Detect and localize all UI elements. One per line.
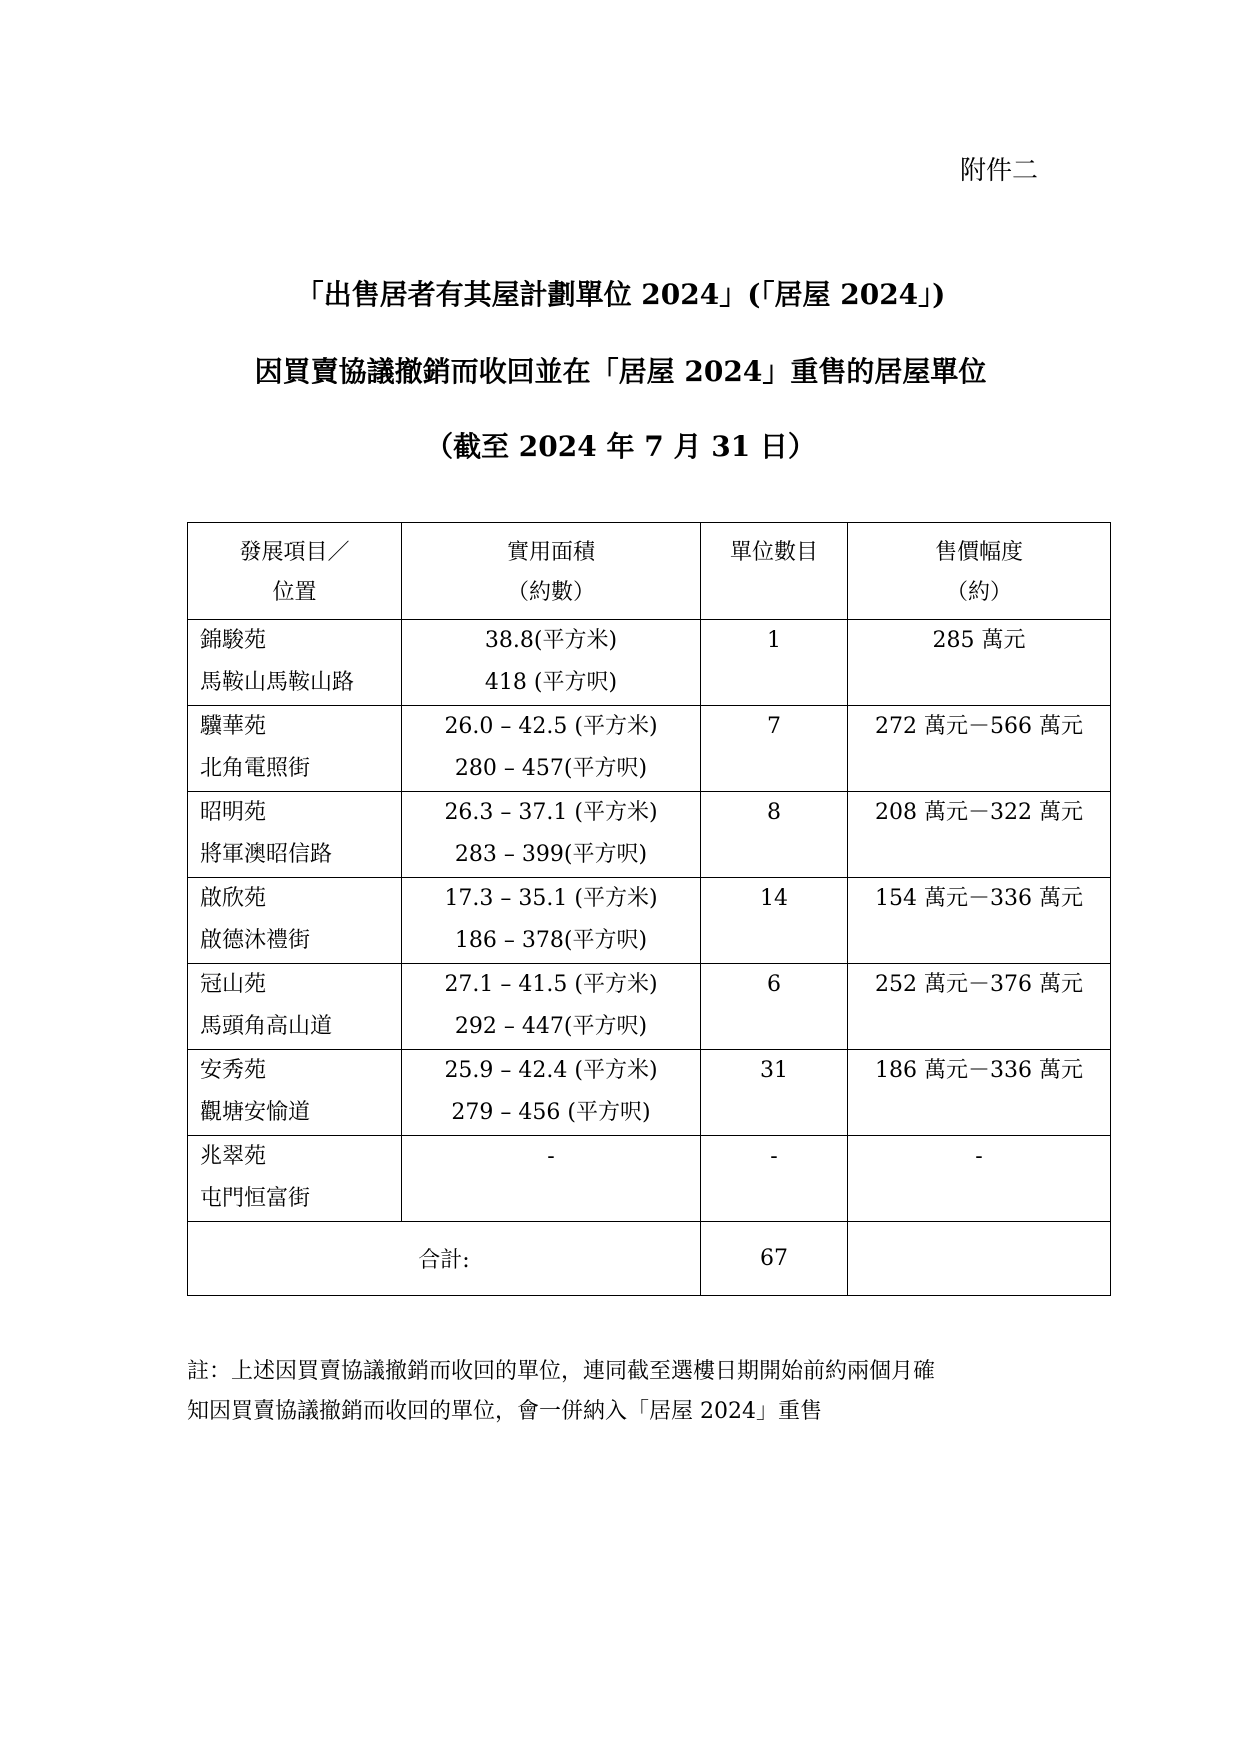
table-row bbox=[188, 1136, 1111, 1222]
project-location: 馬鞍山馬鞍山路 bbox=[200, 670, 355, 695]
area-cell bbox=[402, 878, 701, 964]
area-sqm: 38.8(平方米) bbox=[484, 628, 618, 653]
area-sqft: 186 – 378(平方呎) bbox=[454, 928, 648, 953]
area-sqm: - bbox=[547, 1144, 555, 1169]
area-cell bbox=[402, 964, 701, 1050]
price-range-cell: - bbox=[848, 1136, 1111, 1222]
table-row bbox=[188, 620, 1111, 706]
project-cell bbox=[188, 1050, 402, 1136]
document-subtitle: 因買賣協議撤銷而收回並在「居屋 2024」重售的居屋單位 bbox=[254, 355, 987, 388]
area-sqm: 26.0 – 42.5 (平方米) bbox=[444, 714, 658, 739]
project-cell bbox=[188, 1136, 402, 1222]
project-location: 屯門恒富街 bbox=[200, 1186, 311, 1211]
price-range-cell: 208 萬元－322 萬元 bbox=[848, 792, 1111, 878]
area-cell bbox=[402, 620, 701, 706]
project-location: 啟德沐禮街 bbox=[200, 928, 311, 953]
total-label: 合計: bbox=[188, 1222, 701, 1296]
table-row bbox=[188, 792, 1111, 878]
area-sqm: 17.3 – 35.1 (平方米) bbox=[444, 886, 658, 911]
area-sqft: 292 – 447(平方呎) bbox=[454, 1014, 648, 1039]
area-cell bbox=[402, 1136, 701, 1222]
as-of-date: （截至 2024 年 7 月 31 日） bbox=[425, 430, 816, 463]
project-location: 觀塘安愉道 bbox=[200, 1100, 311, 1125]
header-project: 發展項目／ 位置 bbox=[188, 523, 402, 620]
area-sqm: 25.9 – 42.4 (平方米) bbox=[444, 1058, 658, 1083]
project-name: 冠山苑 bbox=[200, 972, 267, 997]
project-name: 錦駿苑 bbox=[200, 628, 267, 653]
project-location: 馬頭角高山道 bbox=[200, 1014, 333, 1039]
table-row bbox=[188, 878, 1111, 964]
unit-count-cell: 31 bbox=[701, 1050, 848, 1136]
project-location: 將軍澳昭信路 bbox=[200, 842, 333, 867]
footnote bbox=[187, 1352, 1087, 1432]
header-area: 實用面積 （約數） bbox=[402, 523, 701, 620]
price-range-cell: 154 萬元－336 萬元 bbox=[848, 878, 1111, 964]
total-price-empty bbox=[848, 1222, 1111, 1296]
table-row bbox=[188, 964, 1111, 1050]
project-cell bbox=[188, 792, 402, 878]
area-sqft: 280 – 457(平方呎) bbox=[454, 756, 648, 781]
total-row bbox=[188, 1222, 1111, 1296]
project-cell bbox=[188, 878, 402, 964]
project-cell bbox=[188, 964, 402, 1050]
project-name: 安秀苑 bbox=[200, 1058, 267, 1083]
unit-count-cell: 6 bbox=[701, 964, 848, 1050]
area-cell bbox=[402, 706, 701, 792]
price-range-cell: 252 萬元－376 萬元 bbox=[848, 964, 1111, 1050]
area-sqft: 279 – 456 (平方呎) bbox=[451, 1100, 651, 1125]
total-units: 67 bbox=[701, 1222, 848, 1296]
area-sqft: 283 – 399(平方呎) bbox=[454, 842, 648, 867]
project-cell bbox=[188, 620, 402, 706]
area-sqm: 27.1 – 41.5 (平方米) bbox=[444, 972, 658, 997]
footnote-line-2: 知因買賣協議撤銷而收回的單位，會一併納入「居屋 2024」重售 bbox=[187, 1399, 822, 1424]
document-title: 「出售居者有其屋計劃單位 2024」(「居屋 2024」) bbox=[295, 278, 946, 311]
unit-count-cell: 7 bbox=[701, 706, 848, 792]
price-range-cell: 285 萬元 bbox=[848, 620, 1111, 706]
project-name: 啟欣苑 bbox=[200, 886, 267, 911]
unit-count-cell: 1 bbox=[701, 620, 848, 706]
table-header-row bbox=[188, 523, 1111, 620]
table-row bbox=[188, 706, 1111, 792]
price-range-cell: 272 萬元－566 萬元 bbox=[848, 706, 1111, 792]
area-sqft: 418 (平方呎) bbox=[484, 670, 618, 695]
units-table bbox=[187, 522, 1111, 1296]
annex-label: 附件二 bbox=[960, 156, 1039, 186]
header-price: 售價幅度 （約） bbox=[848, 523, 1111, 620]
project-name: 兆翠苑 bbox=[200, 1144, 267, 1169]
project-cell bbox=[188, 706, 402, 792]
unit-count-cell: 14 bbox=[701, 878, 848, 964]
footnote-line-1: 註：上述因買賣協議撤銷而收回的單位，連同截至選樓日期開始前約兩個月確 bbox=[187, 1359, 936, 1384]
project-name: 驥華苑 bbox=[200, 714, 267, 739]
unit-count-cell: 8 bbox=[701, 792, 848, 878]
price-range-cell: 186 萬元－336 萬元 bbox=[848, 1050, 1111, 1136]
area-cell bbox=[402, 792, 701, 878]
area-cell bbox=[402, 1050, 701, 1136]
area-sqm: 26.3 – 37.1 (平方米) bbox=[444, 800, 658, 825]
project-location: 北角電照街 bbox=[200, 756, 311, 781]
table-row bbox=[188, 1050, 1111, 1136]
header-count: 單位數目 bbox=[701, 523, 848, 620]
unit-count-cell: - bbox=[701, 1136, 848, 1222]
project-name: 昭明苑 bbox=[200, 800, 267, 825]
